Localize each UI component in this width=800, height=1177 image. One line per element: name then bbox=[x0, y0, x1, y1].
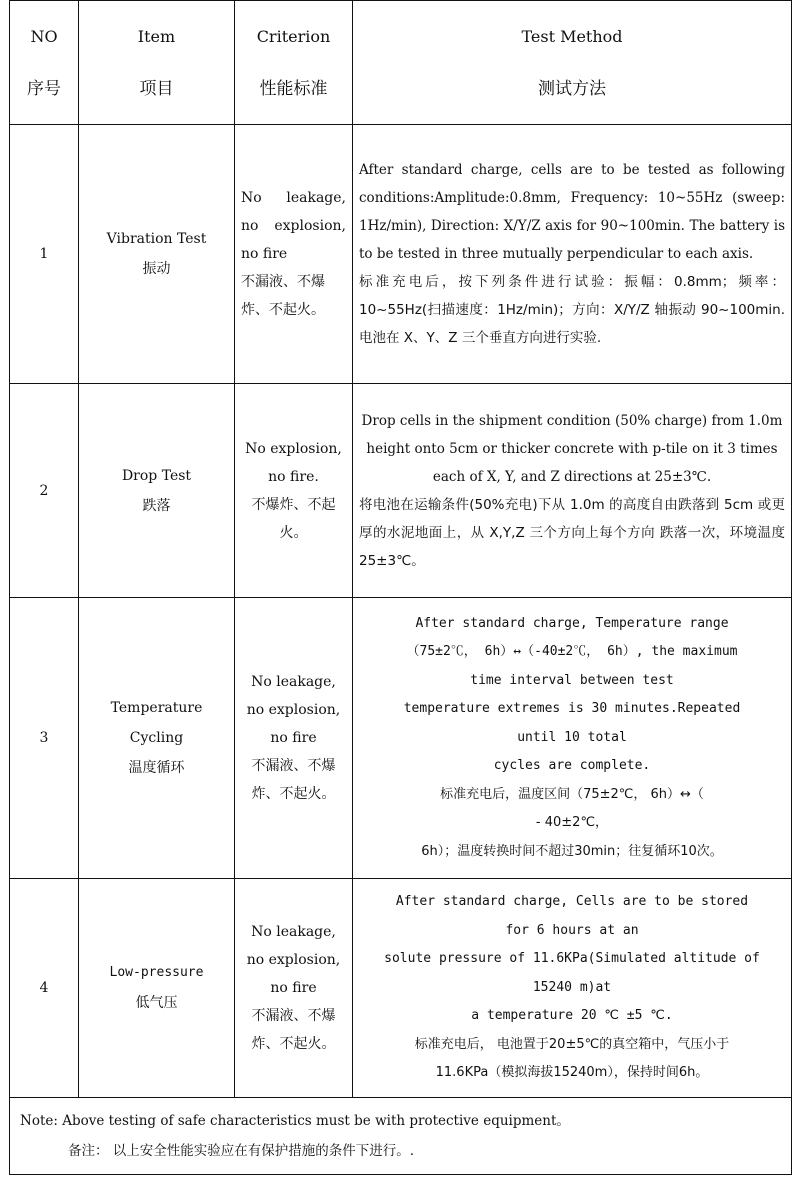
row-method-en: Drop cells in the shipment condition (50% charge) from 1.0m height onto 5cm or thicker concrete with p-tile on it 3 times each of X, Y, and Z directions at 25±3℃. bbox=[361, 412, 783, 485]
row-item-zh: 振动 bbox=[142, 261, 171, 277]
method-line: cycles are complete. bbox=[493, 758, 651, 774]
method-line: a temperature 20 ℃ ±5 ℃. bbox=[471, 1008, 673, 1024]
row-item-en-1: Temperature bbox=[110, 700, 203, 716]
table-row bbox=[10, 598, 792, 879]
row-criterion-zh: 不漏液、不爆炸、不起火。 bbox=[251, 1008, 336, 1052]
header-item-zh: 项目 bbox=[139, 78, 174, 99]
row-criterion bbox=[235, 879, 353, 1098]
row-criterion-en: No leakage, no explosion, no fire bbox=[246, 674, 341, 746]
note-zh: 备注： 以上安全性能实验应在有保护措施的条件下进行。. bbox=[68, 1143, 415, 1159]
method-line: until 10 total bbox=[517, 729, 627, 745]
row-criterion bbox=[235, 125, 353, 384]
table-row bbox=[10, 879, 792, 1098]
row-method-en: After standard charge, cells are to be tested as following conditions:Amplitude:0.8mm, Frequency: 10~55Hz (sweep: 1Hz/min), Direction: X/Y/Z axis for 90~100min. The battery is to be tested in three mutually perpendicular to each axis. bbox=[359, 162, 785, 262]
row-item-en: Drop Test bbox=[121, 467, 192, 484]
row-method-zh: 将电池在运输条件(50%充电)下从 1.0m 的高度自由跌落到 5cm 或更厚的水泥地面上，从 X,Y,Z 三个方向上每个方向 跌落一次，环境温度 25±3℃。 bbox=[359, 496, 785, 569]
method-line: （75±2℃， 6h）↔（-40±2℃， 6h）, the maximum bbox=[406, 644, 738, 660]
safety-test-table bbox=[9, 0, 792, 1175]
row-item-en: Vibration Test bbox=[106, 231, 207, 247]
header-criterion bbox=[235, 1, 353, 125]
row-item-zh: 跌落 bbox=[142, 497, 171, 514]
row-criterion-zh: 不爆炸、不起火。 bbox=[251, 496, 336, 541]
note-row bbox=[10, 1098, 792, 1175]
header-no-en: NO bbox=[30, 26, 58, 46]
row-criterion-en: No leakage, no explosion, no fire bbox=[246, 924, 341, 996]
method-line: After standard charge, Cells are to be stored bbox=[395, 894, 749, 910]
row-method bbox=[353, 598, 792, 879]
method-line: 标准充电后，温度区间（75±2℃， 6h）↔（ bbox=[440, 786, 704, 802]
header-criterion-en: Criterion bbox=[256, 26, 331, 46]
header-no-zh: 序号 bbox=[27, 78, 61, 99]
header-criterion-zh: 性能标准 bbox=[259, 78, 328, 99]
row-method bbox=[353, 384, 792, 598]
header-row bbox=[10, 1, 792, 125]
method-line: After standard charge, Temperature range bbox=[415, 615, 729, 631]
row-criterion-en: No leakage, no explosion, no fire bbox=[241, 190, 346, 262]
method-line: solute pressure of 11.6KPa(Simulated altitude of bbox=[384, 951, 760, 967]
table-row bbox=[10, 125, 792, 384]
row-method-zh: 标准充电后，按下列条件进行试验：振幅：0.8mm；频率：10~55Hz(扫描速度：1Hz/min)；方向：X/Y/Z 轴振动 90~100min. 电池在 X、Y、Z 三个垂直方向进行实验. bbox=[359, 274, 785, 346]
row-criterion bbox=[235, 598, 353, 879]
row-number: 2 bbox=[10, 384, 79, 598]
method-line: 11.6KPa（模拟海拔15240m），保持时间6h。 bbox=[435, 1065, 709, 1081]
row-criterion-zh: 不漏液、不爆炸、不起火。 bbox=[241, 274, 325, 318]
header-no bbox=[10, 1, 79, 125]
row-number: 1 bbox=[10, 125, 79, 384]
row-number: 4 bbox=[10, 879, 79, 1098]
header-method bbox=[353, 1, 792, 125]
row-method bbox=[353, 879, 792, 1098]
method-line: time interval between test bbox=[470, 672, 674, 688]
row-item bbox=[79, 598, 235, 879]
header-item-en: Item bbox=[137, 26, 176, 46]
row-method bbox=[353, 125, 792, 384]
method-line: 标准充电后， 电池置于20±5℃的真空箱中，气压小于 bbox=[414, 1036, 730, 1052]
row-number: 3 bbox=[10, 598, 79, 879]
row-item bbox=[79, 384, 235, 598]
row-item bbox=[79, 125, 235, 384]
method-line: 6h）；温度转换时间不超过30min；往复循环10次。 bbox=[421, 843, 723, 859]
method-line: temperature extremes is 30 minutes.Repeated bbox=[403, 701, 741, 717]
note-en: Note: Above testing of safe characteristics must be with protective equipment。 bbox=[20, 1113, 570, 1129]
header-item bbox=[79, 1, 235, 125]
row-item-en: Low-pressure bbox=[109, 965, 204, 980]
row-criterion-zh: 不漏液、不爆炸、不起火。 bbox=[251, 758, 336, 802]
method-line: 15240 m)at bbox=[532, 979, 612, 995]
row-item-en-2: Cycling bbox=[129, 730, 184, 746]
table-row bbox=[10, 384, 792, 598]
method-line: - 40±2℃， bbox=[535, 815, 609, 831]
method-line: for 6 hours at an bbox=[505, 922, 639, 938]
row-item-zh: 低气压 bbox=[135, 995, 178, 1011]
row-criterion-en: No explosion, no fire. bbox=[245, 440, 342, 485]
row-item-zh: 温度循环 bbox=[128, 760, 185, 776]
header-method-zh: 测试方法 bbox=[538, 78, 606, 99]
row-criterion bbox=[235, 384, 353, 598]
row-item bbox=[79, 879, 235, 1098]
note-cell bbox=[10, 1098, 792, 1175]
header-method-en: Test Method bbox=[521, 26, 623, 46]
